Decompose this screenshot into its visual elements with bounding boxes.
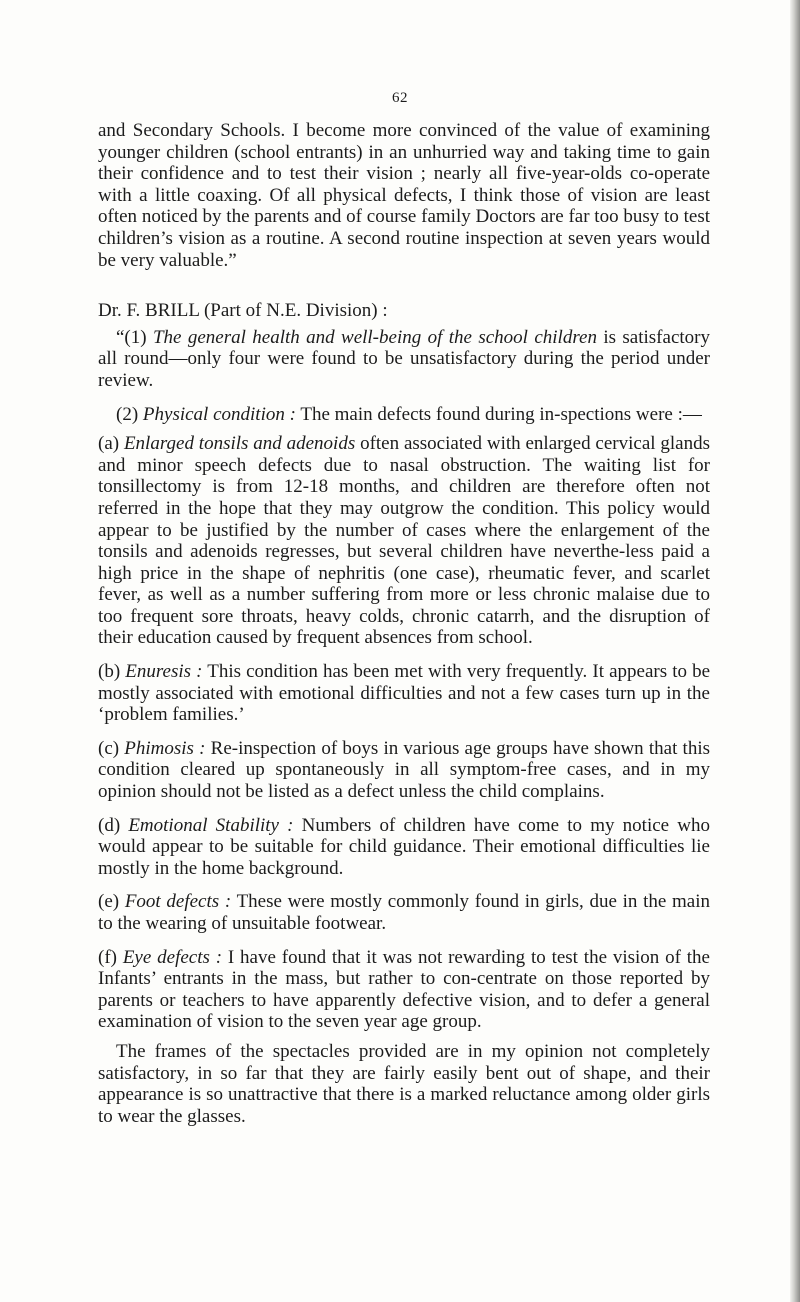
item-text: These were mostly commonly found in girls, due in the main to the wearing of unsuitable footwear. — [98, 891, 710, 934]
section-heading: Dr. F. BRILL (Part of N.E. Division) : — [98, 300, 388, 322]
paragraph-prefix: “(1) — [116, 326, 153, 348]
paragraph-physical-condition — [98, 404, 710, 426]
paragraph-text: The main defects found during in-spections were :— — [295, 403, 702, 425]
item-title: Phimosis : — [124, 737, 206, 759]
item-eye-defects — [98, 947, 710, 1033]
item-label: (e) — [98, 891, 125, 913]
item-title: Emotional Stability : — [128, 814, 294, 836]
item-text: Numbers of children have come to my notice who would appear to be suitable for child guidance. Their emotional difficulties lie mostly in the home background. — [98, 814, 710, 879]
item-text: often associated with enlarged cervical glands and minor speech defects due to nasal obstruction. The waiting list for tonsillectomy is from 12-18 months, and children are therefore often not referred in the hope that they may outgrow the condition. This policy would appear to be justified by the number of cases where the enlargement of the tonsils and adenoids regresses, but several children have neverthe-less paid a high price in the shape of nephritis (one case), rheumatic fever, and scarlet fever, as well as a number suffering from more or less chronic malaise due to too frequent sore throats, heavy colds, chronic catarrh, and the disruption of their education caused by frequent absences from school. — [98, 433, 710, 649]
page-number: 62 — [392, 90, 408, 106]
item-text: Re-inspection of boys in various age groups have shown that this condition cleared up spontaneously in all symptom-free cases, and in my opinion should not be listed as a defect unless the child complains. — [98, 737, 710, 803]
item-text: I have found that it was not rewarding to test the vision of the Infants’ entrants in the mass, but rather to con-centrate on those reported by parents or teachers to have apparently defective vision, and to defer a general examination of vision to the seven year age group. — [98, 946, 710, 1033]
page-edge-shadow — [790, 0, 800, 1302]
paragraph-general-health — [98, 327, 710, 392]
item-phimosis — [98, 738, 710, 803]
paragraph-text: is satisfactory all round—only four were found to be unsatisfactory during the period under review. — [98, 326, 710, 391]
paragraph-title: Physical condition : — [142, 403, 296, 425]
intro-paragraph: and Secondary Schools. I become more convinced of the value of examining younger children (school entrants) in an unhurried way and taking time to gain their confidence and to test their vision ; nearly all five-year-olds co-operate with a little coaxing. Of all physical defects, I think those of vision are least often noticed by the parents and of course family Doctors are far too busy to test children’s vision as a routine. A second routine inspection at seven years would be very valuable.” — [98, 120, 710, 271]
paragraph-prefix: (2) — [116, 403, 143, 425]
item-label: (d) — [98, 814, 129, 836]
paragraph-title: The general health and well-being of the school children — [152, 326, 597, 348]
item-foot-defects — [98, 891, 710, 934]
item-label: (f) — [98, 946, 123, 968]
item-label: (b) — [98, 661, 126, 683]
body-text — [98, 120, 710, 1127]
spectacles-paragraph: The frames of the spectacles provided are in my opinion not completely satisfactory, in so far that they are fairly easily bent out of shape, and their appearance is so unattractive that there is a marked reluctance among older girls to wear the glasses. — [98, 1040, 710, 1127]
item-label: (c) — [98, 737, 125, 759]
item-emotional-stability — [98, 815, 710, 880]
item-text: This condition has been met with very frequently. It appears to be mostly associated with emotional difficulties and not a few cases turn up in the ‘problem families.’ — [98, 661, 710, 726]
item-label: (a) — [98, 433, 124, 455]
item-title: Foot defects : — [124, 891, 232, 913]
item-enuresis — [98, 661, 710, 726]
item-title: Enuresis : — [125, 661, 203, 683]
item-title: Enlarged tonsils and adenoids — [123, 433, 356, 455]
item-title: Eye defects : — [122, 946, 223, 968]
item-enlarged-tonsils — [98, 433, 710, 649]
